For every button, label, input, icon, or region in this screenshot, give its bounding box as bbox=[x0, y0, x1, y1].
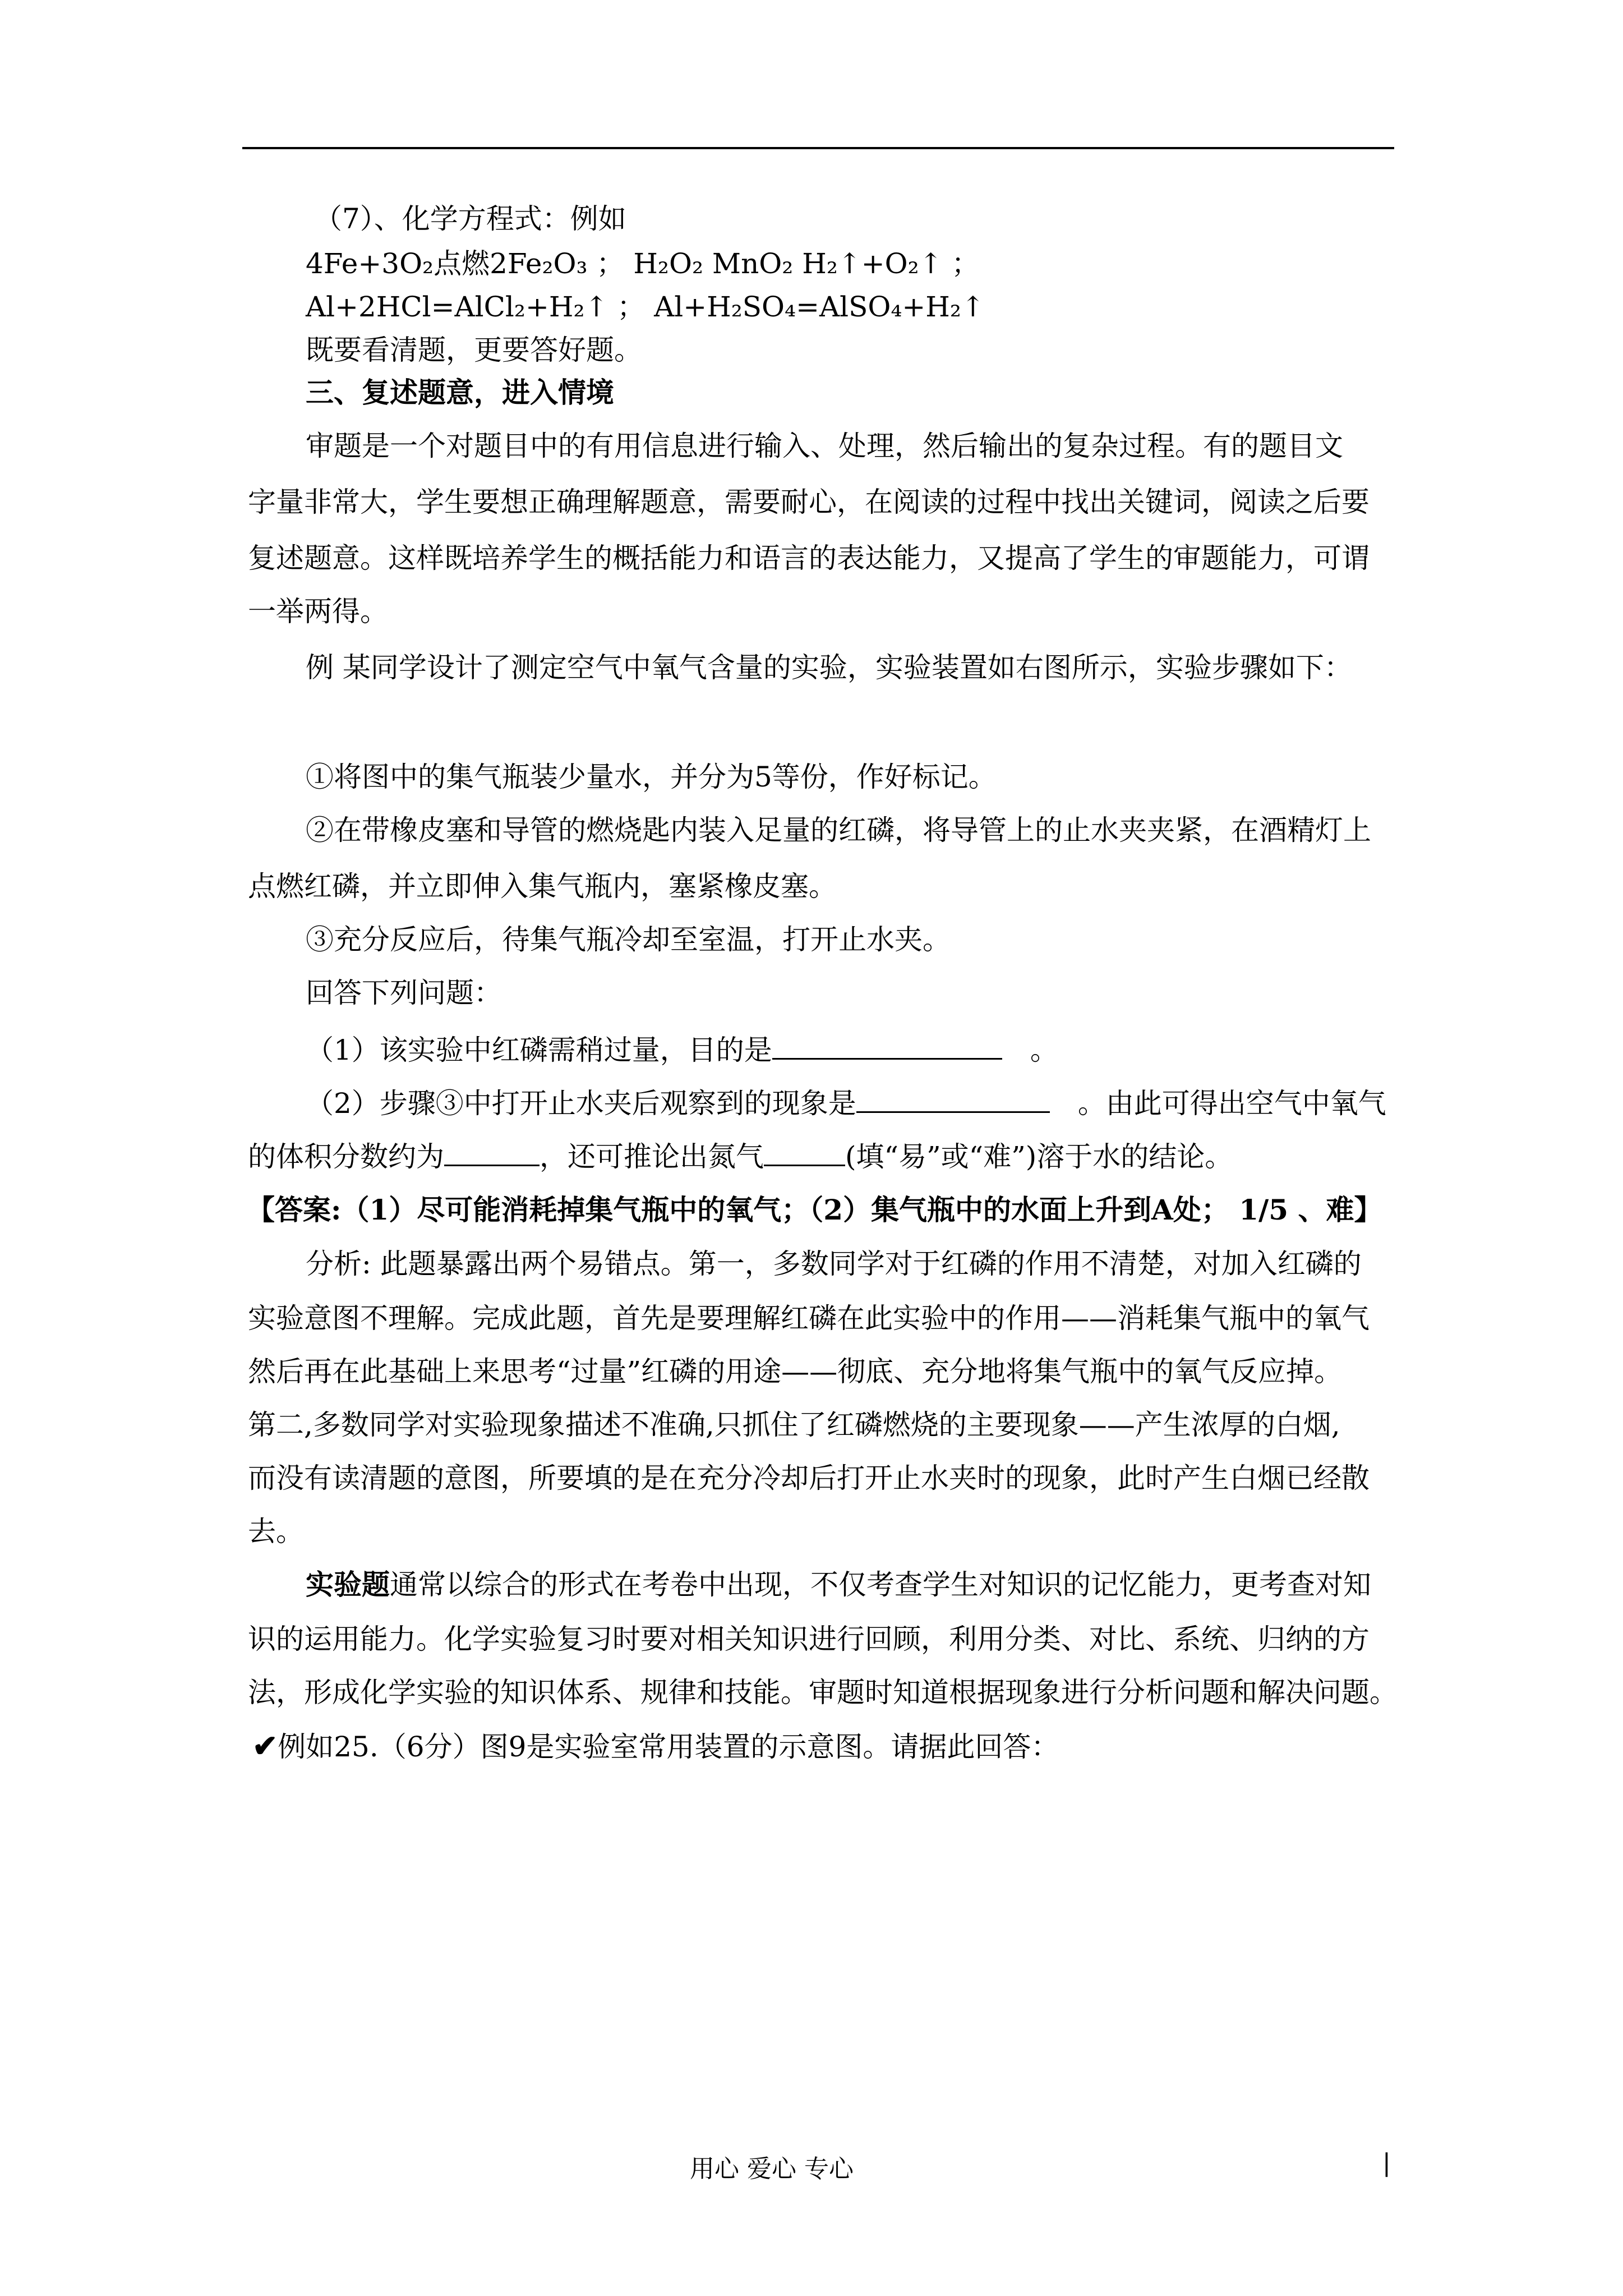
question-2-line-2 bbox=[248, 1139, 1233, 1174]
checkmark-icon: ✔ bbox=[252, 1728, 278, 1764]
header-rule bbox=[242, 147, 1394, 149]
page-marker: | bbox=[1382, 2148, 1391, 2177]
answer-prompt: 回答下列问题： bbox=[306, 977, 502, 1009]
question-2-cont: 。由此可得出空气中氧气 bbox=[1077, 1087, 1386, 1120]
question-1-text: （1）该实验中红磷需稍过量，目的是 bbox=[306, 1034, 772, 1066]
step-3: ③充分反应后，待集气瓶冷却至室温，打开止水夹。 bbox=[306, 923, 951, 956]
answer-blank-1[interactable] bbox=[772, 1032, 1002, 1060]
question-2-text-4: (填“易”或“难”)溶于水的结论。 bbox=[845, 1140, 1233, 1173]
experiment-line-1-rest: 通常以综合的形式在考卷中出现，不仅考查学生对知识的记忆能力，更考查对知 bbox=[390, 1568, 1371, 1601]
answer-blank-2[interactable] bbox=[856, 1085, 1050, 1113]
experiment-example-text: 例如25.（6分）图9是实验室常用装置的示意图。请据此回答： bbox=[278, 1731, 1059, 1763]
analysis-line: 分析: 此题暴露出两个易错点。第一，多数同学对于红磷的作用不清楚，对加入红磷的 bbox=[306, 1248, 1362, 1280]
experiment-line-1 bbox=[306, 1568, 1371, 1602]
paragraph-line: 一举两得。 bbox=[248, 595, 388, 628]
experiment-line-2: 识的运用能力。化学实验复习时要对相关知识进行回顾，利用分类、对比、系统、归纳的方 bbox=[248, 1623, 1370, 1655]
step-2-line-2: 点燃红磷，并立即伸入集气瓶内，塞紧橡皮塞。 bbox=[248, 870, 837, 903]
answer-line: 【答案:（1）尽可能消耗掉集气瓶中的氧气；（2）集气瓶中的水面上升到A处； 1/5 、难】 bbox=[247, 1193, 1382, 1226]
paragraph-line: 审题是一个对题目中的有用信息进行输入、处理，然后输出的复杂过程。有的题目文 bbox=[306, 430, 1343, 462]
equations-title: （7）、化学方程式：例如 bbox=[314, 203, 626, 235]
paragraph-line: 字量非常大，学生要想正确理解题意，需要耐心，在阅读的过程中找出关键词，阅读之后要 bbox=[248, 486, 1370, 518]
question-2-text-3: ，还可推论出氮气 bbox=[540, 1140, 764, 1173]
example-intro: 例 某同学设计了测定空气中氧气含量的实验，实验装置如右图所示，实验步骤如下： bbox=[306, 651, 1352, 684]
step-2-line-1: ②在带橡皮塞和导管的燃烧匙内装入足量的红磷，将导管上的止水夹夹紧，在酒精灯上 bbox=[306, 814, 1371, 846]
section-heading: 三、复述题意，进入情境 bbox=[306, 376, 614, 409]
question-2-line-1 bbox=[306, 1085, 1386, 1120]
experiment-line-3: 法，形成化学实验的知识体系、规律和技能。审题时知道根据现象进行分析问题和解决问题。 bbox=[248, 1676, 1398, 1709]
step-1: ①将图中的集气瓶装少量水，并分为5等份，作好标记。 bbox=[306, 761, 997, 793]
analysis-line: 然后再在此基础上来思考“过量”红磷的用途——彻底、充分地将集气瓶中的氧气反应掉。 bbox=[248, 1355, 1343, 1388]
analysis-line: 第二,多数同学对实验现象描述不准确,只抓住了红磷燃烧的主要现象——产生浓厚的白烟, bbox=[248, 1409, 1340, 1441]
equations-note: 既要看清题，更要答好题。 bbox=[306, 334, 642, 366]
question-2-text: （2）步骤③中打开止水夹后观察到的现象是 bbox=[306, 1087, 856, 1120]
paragraph-line: 复述题意。这样既培养学生的概括能力和语言的表达能力，又提高了学生的审题能力，可谓 bbox=[248, 542, 1370, 574]
analysis-line: 实验意图不理解。完成此题，首先是要理解红磷在此实验中的作用——消耗集气瓶中的氧气 bbox=[248, 1302, 1370, 1335]
answer-blank-4[interactable] bbox=[764, 1139, 845, 1166]
equation-line-1: 4Fe+3O₂点燃2Fe₂O₃ ； H₂O₂ MnO₂ H₂↑+O₂↑ ； bbox=[306, 247, 980, 280]
analysis-line: 而没有读清题的意图，所要填的是在充分冷却后打开止水夹时的现象，此时产生白烟已经散 bbox=[248, 1462, 1370, 1494]
equation-line-2: Al+2HCl=AlCl₂+H₂↑ ； Al+H₂SO₄=AlSO₄+H₂↑ bbox=[306, 291, 985, 323]
answer-blank-3[interactable] bbox=[444, 1139, 540, 1166]
analysis-line: 去。 bbox=[248, 1515, 304, 1548]
experiment-example bbox=[252, 1728, 1059, 1764]
footer-motto: 用心 爱心 专心 bbox=[690, 2155, 854, 2183]
question-2-text-2: 的体积分数约为 bbox=[248, 1140, 444, 1173]
question-1-end: 。 bbox=[1030, 1034, 1058, 1066]
experiment-term: 实验题 bbox=[306, 1568, 390, 1601]
question-1 bbox=[306, 1032, 1058, 1067]
